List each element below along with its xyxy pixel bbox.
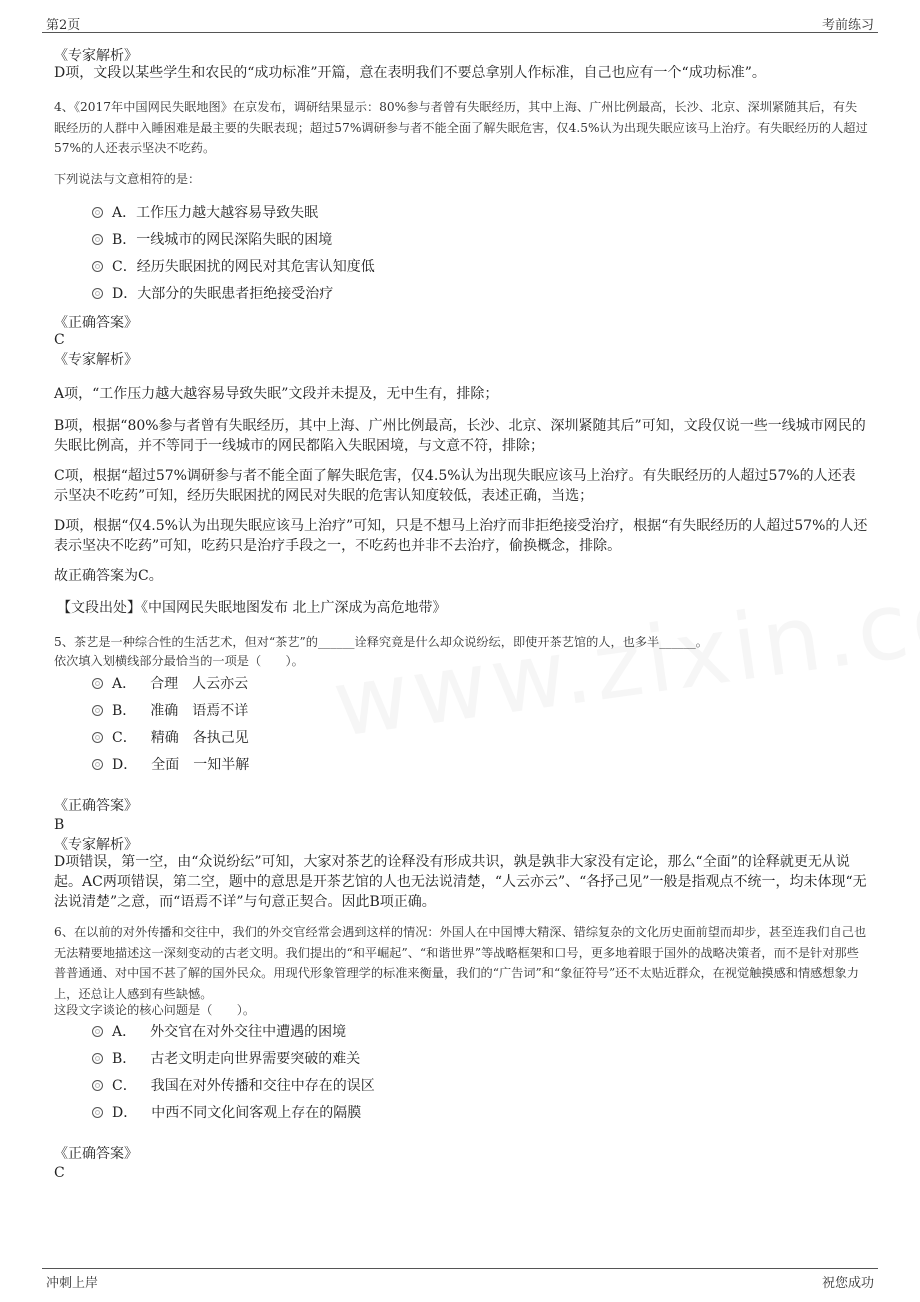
q4-stem: 4、《2017年中国网民失眠地图》在京发布，调研结果显示：80%参与者曾有失眠经历，其中上海、广州比例最高，长沙、北京、深圳紧随其后，有失眠经历的人群中入睡困难是最主要的失眠表现；超过57%调研参与者不能全面了解失眠危害，仅4.5%认为出现失眠应该马上治疗。有失眠经历的人超过57%的人还表示坚决不吃药。 <box>54 100 868 155</box>
radio-icon[interactable] <box>92 1026 103 1037</box>
radio-icon[interactable] <box>92 234 103 245</box>
q6-answer-label: 《正确答案》 <box>54 1146 138 1162</box>
q4-analysis-d: D项，根据“仅4.5%认为出现失眠应该马上治疗”可知，只是不想马上治疗而非拒绝接受治疗，根据“有失眠经历的人超过57%的人还表示坚决不吃药”可知，吃药只是治疗手段之一，不吃药也并非不去治疗，偷换概念，排除。 <box>54 518 868 554</box>
q5-stem: 5、茶艺是一种综合性的生活艺术，但对“茶艺”的______诠释究竟是什么却众说纷纭，即使开茶艺馆的人，也多半______。 <box>54 635 708 649</box>
radio-icon[interactable] <box>92 759 103 770</box>
q5-analysis-label: 《专家解析》 <box>54 837 138 853</box>
radio-icon[interactable] <box>92 705 103 716</box>
q6-option-c[interactable]: C． 我国在对外传播和交往中存在的误区 <box>92 1076 375 1096</box>
q6-option-a[interactable]: A． 外交官在对外交往中遭遇的困境 <box>92 1022 346 1042</box>
q4-answer-label: 《正确答案》 <box>54 315 138 331</box>
q4-analysis-c: C项，根据“超过57%调研参与者不能全面了解失眠危害，仅4.5%认为出现失眠应该马上治疗。有失眠经历的人超过57%的人还表示坚决不吃药”可知，经历失眠困扰的网民对失眠的危害认知度较低，表述正确，当选； <box>54 468 856 504</box>
page-header <box>42 10 878 33</box>
q3-analysis-text: D项，文段以某些学生和农民的“成功标准”开篇，意在表明我们不要总拿别人作标准，自己也应有一个“成功标准”。 <box>54 65 766 81</box>
q4-analysis-a: A项，“工作压力越大越容易导致失眠”文段并未提及，无中生有，排除； <box>54 386 499 402</box>
radio-icon[interactable] <box>92 732 103 743</box>
q4-option-c[interactable]: C．经历失眠困扰的网民对其危害认知度低 <box>92 257 375 277</box>
q6-answer: C <box>54 1165 65 1181</box>
q4-option-b[interactable]: B．一线城市的网民深陷失眠的困境 <box>92 230 332 250</box>
q4-analysis-label: 《专家解析》 <box>54 352 138 368</box>
q5-option-a[interactable]: A． 合理 人云亦云 <box>92 674 248 694</box>
q4-option-d[interactable]: D．大部分的失眠患者拒绝接受治疗 <box>92 284 333 304</box>
header-title: 考前练习 <box>821 18 874 33</box>
radio-icon[interactable] <box>92 207 103 218</box>
q4-answer: C <box>54 332 65 348</box>
q5-analysis: D项错误，第一空，由“众说纷纭”可知，大家对茶艺的诠释没有形成共识，孰是孰非大家没有定论，那么“全面”的诠释就更无从说起。AC两项错误，第二空，题中的意思是开茶艺馆的人也无法说清楚，“人云亦云”、“各抒己见”一般是指观点不统一，均未体现“无法说清楚”之意，而“语焉不详”与句意正契合。因此B项正确。 <box>54 854 867 910</box>
q5-prompt: 依次填入划横线部分最恰当的一项是（ ）。 <box>54 654 304 668</box>
q5-answer-label: 《正确答案》 <box>54 798 138 814</box>
radio-icon[interactable] <box>92 1080 103 1091</box>
footer-right: 祝您成功 <box>821 1276 874 1291</box>
footer-left: 冲刺上岸 <box>46 1276 99 1291</box>
q4-option-a[interactable]: A．工作压力越大越容易导致失眠 <box>92 203 318 223</box>
page-footer <box>42 1268 878 1294</box>
page-number: 第2页 <box>46 18 81 33</box>
q5-option-d[interactable]: D． 全面 一知半解 <box>92 755 249 775</box>
q6-prompt: 这段文字谈论的核心问题是（ ）。 <box>54 1003 256 1017</box>
radio-icon[interactable] <box>92 288 103 299</box>
q5-option-b[interactable]: B． 准确 语焉不详 <box>92 701 248 721</box>
q6-option-d[interactable]: D． 中西不同文化间客观上存在的隔膜 <box>92 1103 361 1123</box>
q3-analysis-label: 《专家解析》 <box>54 48 138 64</box>
q5-option-c[interactable]: C． 精确 各执己见 <box>92 728 249 748</box>
q6-option-b[interactable]: B． 古老文明走向世界需要突破的难关 <box>92 1049 360 1069</box>
q5-answer: B <box>54 817 65 833</box>
radio-icon[interactable] <box>92 261 103 272</box>
q4-conclusion: 故正确答案为C。 <box>54 568 163 584</box>
q6-stem: 6、在以前的对外传播和交往中，我们的外交官经常会遇到这样的情况：外国人在中国博大精深、错综复杂的文化历史面前望而却步，甚至连我们自己也无法精要地描述这一深刻变动的古老文明。我们提出的“和平崛起”、“和谐世界”等战略框架和口号，更多地着眼于国外的战略决策者，而不是针对那些普普通通、对中国不甚了解的国外民众。用现代形象管理学的标准来衡量，我们的“广告词”和“象征符号”还不太贴近群众，在视觉触摸感和情感想象力上，还总让人感到有些缺憾。 <box>54 925 867 1001</box>
radio-icon[interactable] <box>92 678 103 689</box>
radio-icon[interactable] <box>92 1053 103 1064</box>
q4-source: 【文段出处】《中国网民失眠地图发布 北上广深成为高危地带》 <box>57 600 447 616</box>
q4-prompt: 下列说法与文意相符的是： <box>54 172 201 186</box>
q4-analysis-b: B项，根据“80%参与者曾有失眠经历，其中上海、广州比例最高，长沙、北京、深圳紧随其后”可知，文段仅说一些一线城市网民的失眠比例高，并不等同于一线城市的网民都陷入失眠困境，与文意不符，排除； <box>54 418 866 454</box>
radio-icon[interactable] <box>92 1107 103 1118</box>
